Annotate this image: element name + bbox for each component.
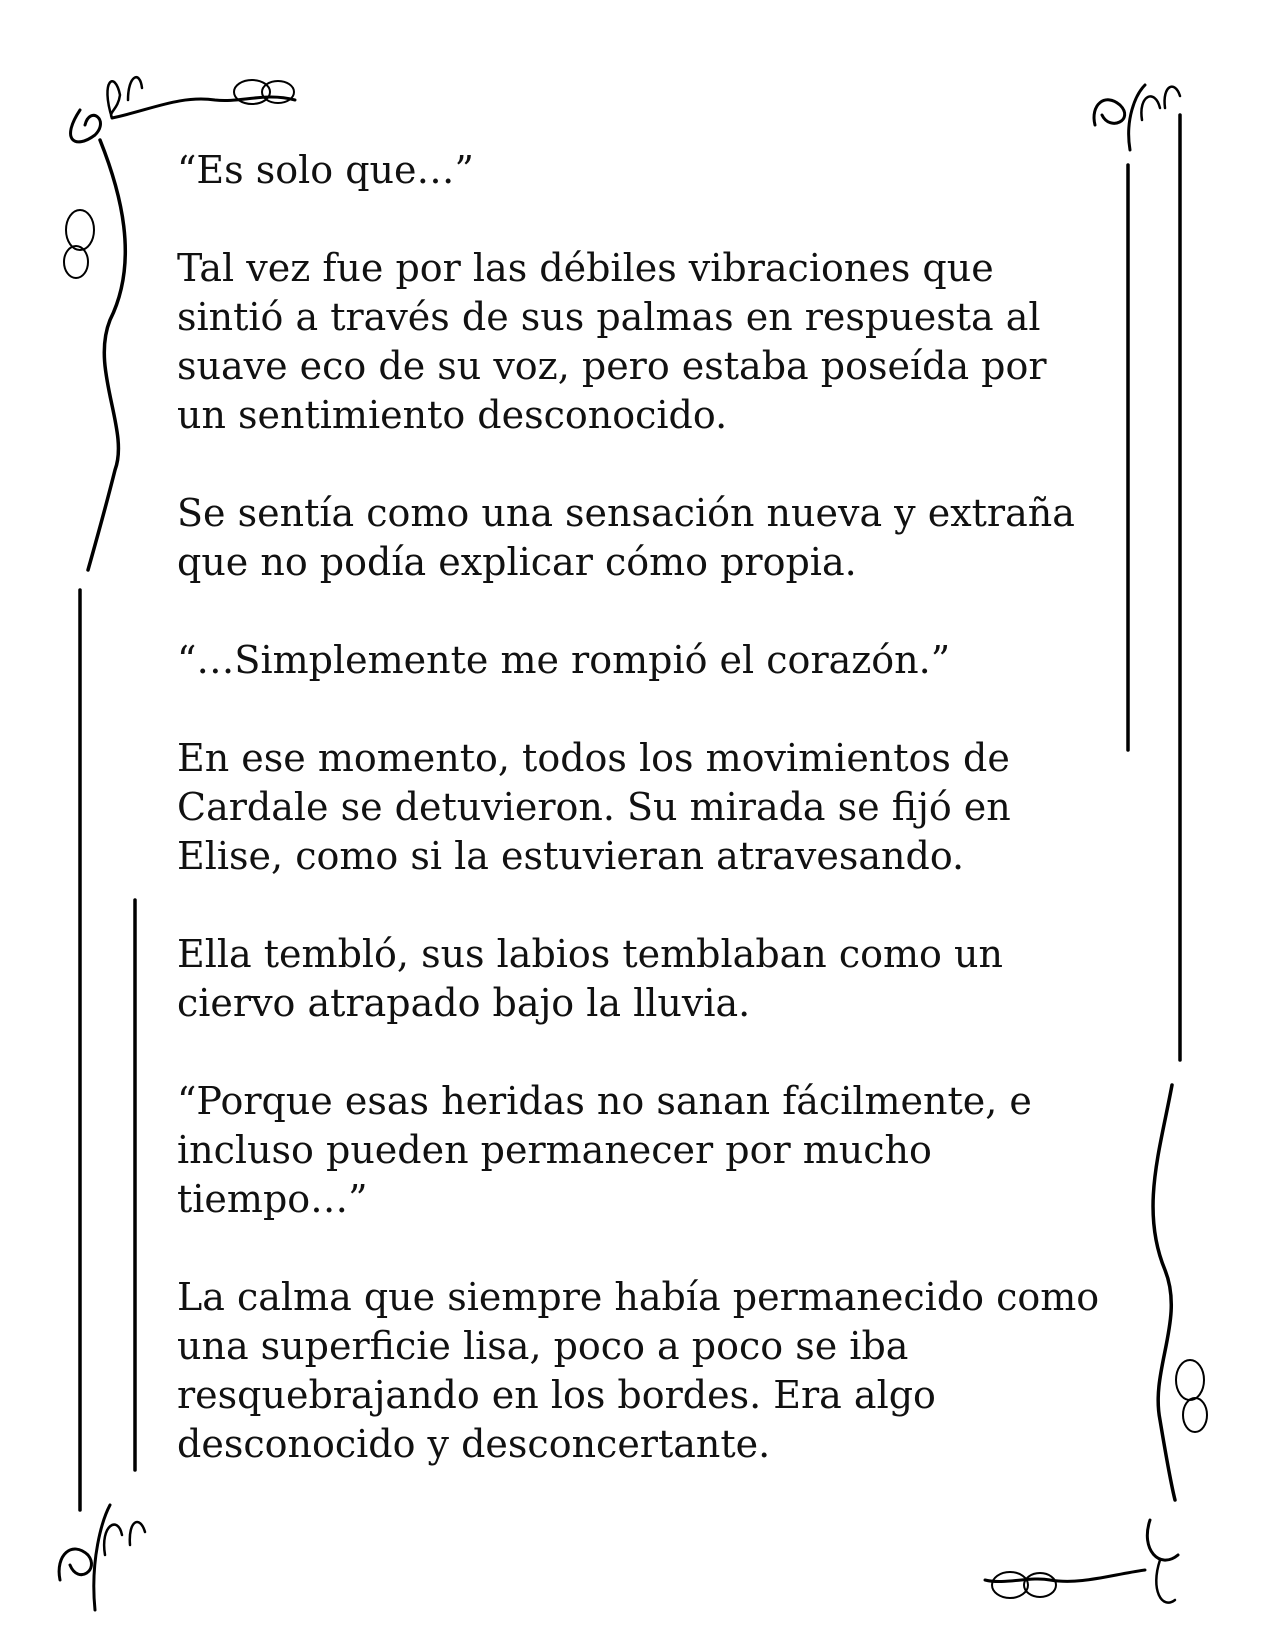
paragraph: Se sentía como una sensación nueva y extraña que no podía explicar cómo propia. xyxy=(177,491,1075,584)
paragraph: En ese momento, todos los movimientos de Cardale se detuvieron. Su mirada se fijó en Elise, como si la estuvieran atravesando. xyxy=(177,736,1011,878)
body-text xyxy=(177,146,1107,1518)
paragraph: “…Simplemente me rompió el corazón.” xyxy=(177,638,951,682)
paragraph: Ella tembló, sus labios temblaban como un ciervo atrapado bajo la lluvia. xyxy=(177,932,1003,1025)
flourish-bottom-left xyxy=(59,1505,145,1610)
paragraph: “Porque esas heridas no sanan fácilmente, e incluso pueden permanecer por mucho tiempo…” xyxy=(177,1079,1032,1221)
flourish-top-right xyxy=(1094,85,1180,150)
paragraph: “Es solo que…” xyxy=(177,148,474,192)
paragraph: La calma que siempre había permanecido como una superficie lisa, poco a poco se iba resquebrajando en los bordes. Era algo desconocido y desconcertante. xyxy=(177,1275,1100,1466)
paragraph: Tal vez fue por las débiles vibraciones que sintió a través de sus palmas en respuesta al suave eco de su voz, pero estaba poseída por un sentimiento desconocido. xyxy=(177,246,1047,437)
